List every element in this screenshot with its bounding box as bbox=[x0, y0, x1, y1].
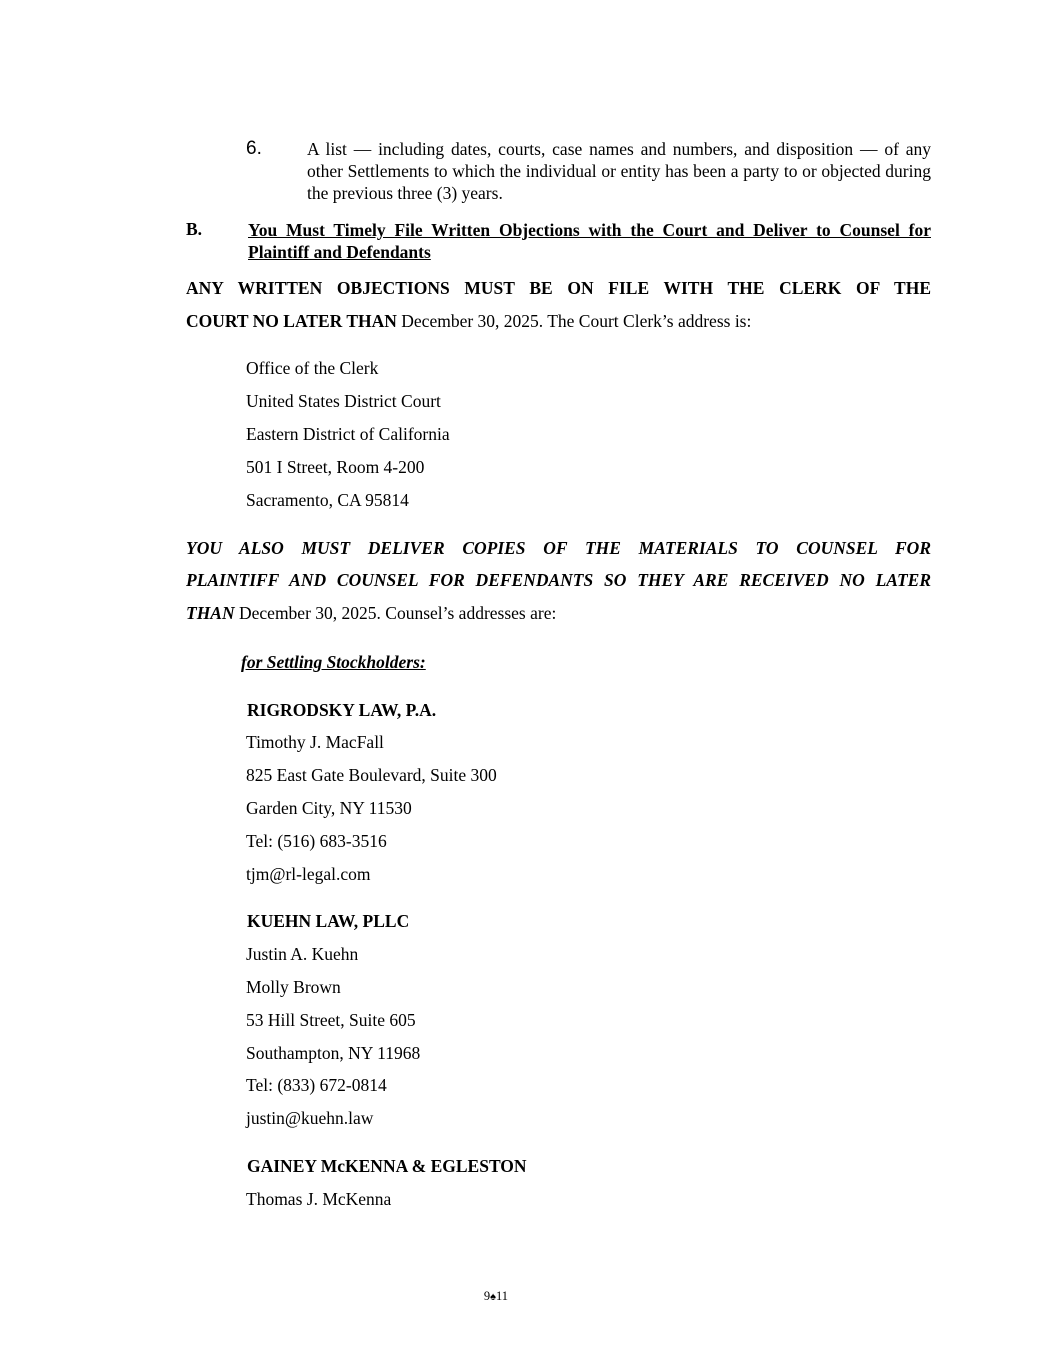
firm-address-line: Molly Brown bbox=[246, 977, 341, 997]
court-notice-deadline-label: COURT NO LATER THAN bbox=[186, 311, 397, 331]
counsel-notice-line-2: PLAINTIFF AND COUNSEL FOR DEFENDANTS SO THEY ARE RECEIVED NO LATER bbox=[186, 570, 931, 590]
counsel-notice-deadline-text: December 30, 2025. Counsel’s addresses are: bbox=[234, 603, 557, 623]
firm-address-line: 53 Hill Street, Suite 605 bbox=[246, 1010, 416, 1030]
page-total: 11 bbox=[496, 1289, 509, 1303]
page-number bbox=[0, 1289, 992, 1304]
counsel-heading: for Settling Stockholders: bbox=[241, 652, 426, 672]
court-notice-deadline-text: December 30, 2025. The Court Clerk’s address is: bbox=[396, 311, 752, 331]
section-title: You Must Timely File Written Objections with the Court and Deliver to Counsel for Plaintiff and Defendants bbox=[248, 220, 931, 262]
court-notice-line-2 bbox=[186, 311, 751, 332]
firm-name: RIGRODSKY LAW, P.A. bbox=[247, 700, 437, 720]
page-current: 9 bbox=[483, 1289, 491, 1303]
page-separator-icon: ♠ bbox=[490, 1291, 497, 1303]
counsel-notice-deadline-label: THAN bbox=[186, 603, 235, 623]
court-notice-line-1: ANY WRITTEN OBJECTIONS MUST BE ON FILE WITH THE CLERK OF THE bbox=[186, 278, 931, 298]
firm-name: KUEHN LAW, PLLC bbox=[247, 911, 410, 931]
clerk-address-line: Sacramento, CA 95814 bbox=[246, 490, 409, 510]
firm-address-line: Timothy J. MacFall bbox=[246, 732, 384, 752]
firm-name: GAINEY McKENNA & EGLESTON bbox=[247, 1156, 527, 1176]
clerk-address-line: Eastern District of California bbox=[246, 424, 450, 444]
counsel-notice-line-3 bbox=[186, 603, 556, 624]
list-item-text: A list — including dates, courts, case names and numbers, and disposition — of any other Settlements to which the individual or entity has been a party to or objected during the previous three (3) years. bbox=[307, 139, 931, 203]
firm-phone: Tel: (516) 683-3516 bbox=[246, 831, 387, 851]
firm-email: justin@kuehn.law bbox=[246, 1108, 374, 1128]
clerk-address-line: 501 I Street, Room 4-200 bbox=[246, 457, 425, 477]
firm-address-line: Thomas J. McKenna bbox=[246, 1189, 392, 1209]
section-letter: B. bbox=[186, 219, 203, 239]
firm-email: tjm@rl-legal.com bbox=[246, 864, 371, 884]
firm-address-line: Justin A. Kuehn bbox=[246, 944, 359, 964]
firm-phone: Tel: (833) 672-0814 bbox=[246, 1075, 387, 1095]
counsel-notice-line-1: YOU ALSO MUST DELIVER COPIES OF THE MATERIALS TO COUNSEL FOR bbox=[186, 538, 931, 558]
clerk-address-line: United States District Court bbox=[246, 391, 441, 411]
firm-address-line: Garden City, NY 11530 bbox=[246, 798, 412, 818]
list-item-number: 6. bbox=[246, 138, 262, 159]
firm-address-line: 825 East Gate Boulevard, Suite 300 bbox=[246, 765, 497, 785]
firm-address-line: Southampton, NY 11968 bbox=[246, 1043, 421, 1063]
clerk-address-line: Office of the Clerk bbox=[246, 358, 379, 378]
